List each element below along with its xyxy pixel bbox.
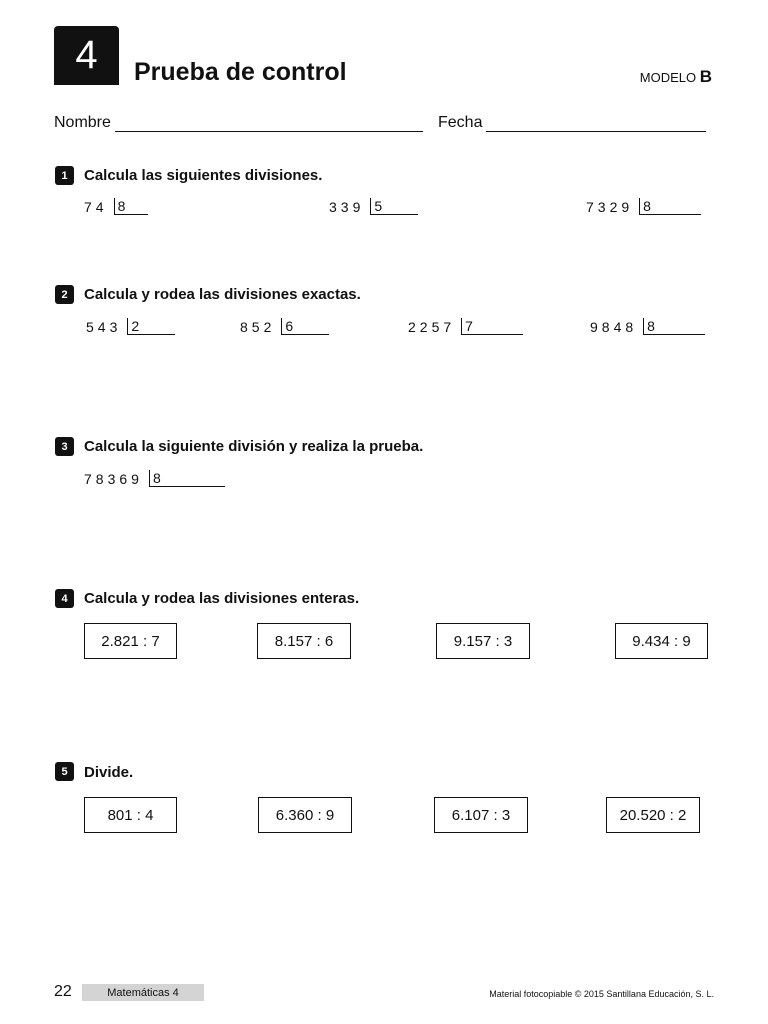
divisor: 8: [639, 198, 701, 215]
division-box-4-4[interactable]: 9.434 : 9: [615, 623, 708, 659]
name-field[interactable]: [54, 114, 423, 132]
dividend: 543: [86, 319, 122, 335]
dividend: 852: [240, 319, 276, 335]
modelo-text: MODELO: [639, 70, 697, 85]
division-box-5-4[interactable]: 20.520 : 2: [606, 797, 700, 833]
modelo-label: [640, 67, 712, 87]
page-number: 22: [54, 983, 72, 1000]
divisor: 8: [114, 198, 148, 215]
copyright-notice: Material fotocopiable © 2015 Santillana Educación, S. L.: [489, 989, 714, 999]
page-title: Prueba de control: [134, 58, 347, 86]
division-box-4-2[interactable]: 8.157 : 6: [257, 623, 351, 659]
dividend: 339: [329, 199, 365, 215]
exercise-number-3: 3: [55, 437, 74, 456]
name-label: Nombre: [54, 114, 111, 131]
division-box-5-3[interactable]: 6.107 : 3: [434, 797, 528, 833]
division-box-4-3[interactable]: 9.157 : 3: [436, 623, 530, 659]
exercise-title-2: Calcula y rodea las divisiones exactas.: [84, 286, 361, 303]
exercise-title-4: Calcula y rodea las divisiones enteras.: [84, 590, 360, 607]
date-label: Fecha: [438, 114, 483, 131]
dividend: 2257: [408, 319, 456, 335]
division-2-1[interactable]: [86, 318, 175, 335]
dividend: 9848: [590, 319, 638, 335]
name-blank[interactable]: [115, 114, 423, 132]
book-title-tag: Matemáticas 4: [82, 984, 204, 1001]
divisor: 2: [127, 318, 175, 335]
date-field[interactable]: [438, 114, 706, 132]
unit-number-badge: [54, 26, 119, 85]
division-1-1[interactable]: [84, 198, 148, 215]
division-1-3[interactable]: [586, 198, 701, 215]
divisor: 6: [281, 318, 329, 335]
division-2-2[interactable]: [240, 318, 329, 335]
exercise-title-3: Calcula la siguiente división y realiza la prueba.: [84, 438, 424, 455]
divisor: 8: [643, 318, 705, 335]
division-box-5-1[interactable]: 801 : 4: [84, 797, 177, 833]
modelo-letter: B: [699, 67, 712, 86]
exercise-number-5: 5: [55, 762, 74, 781]
divisor: 7: [461, 318, 523, 335]
division-3-1[interactable]: [84, 470, 225, 487]
dividend: 74: [84, 199, 108, 215]
dividend: 7329: [586, 199, 634, 215]
date-blank[interactable]: [486, 114, 706, 132]
divisor: 8: [149, 470, 225, 487]
division-box-5-2[interactable]: 6.360 : 9: [258, 797, 352, 833]
exercise-number-4: 4: [55, 589, 74, 608]
division-2-4[interactable]: [590, 318, 705, 335]
dividend: 78369: [84, 471, 143, 487]
unit-number: 4: [75, 33, 98, 77]
exercise-title-1: Calcula las siguientes divisiones.: [84, 167, 323, 184]
division-2-3[interactable]: [408, 318, 523, 335]
division-1-2[interactable]: [329, 198, 418, 215]
exercise-number-2: 2: [55, 285, 74, 304]
divisor: 5: [370, 198, 418, 215]
division-box-4-1[interactable]: 2.821 : 7: [84, 623, 177, 659]
exercise-title-5: Divide.: [84, 764, 134, 781]
exercise-number-1: 1: [55, 166, 74, 185]
